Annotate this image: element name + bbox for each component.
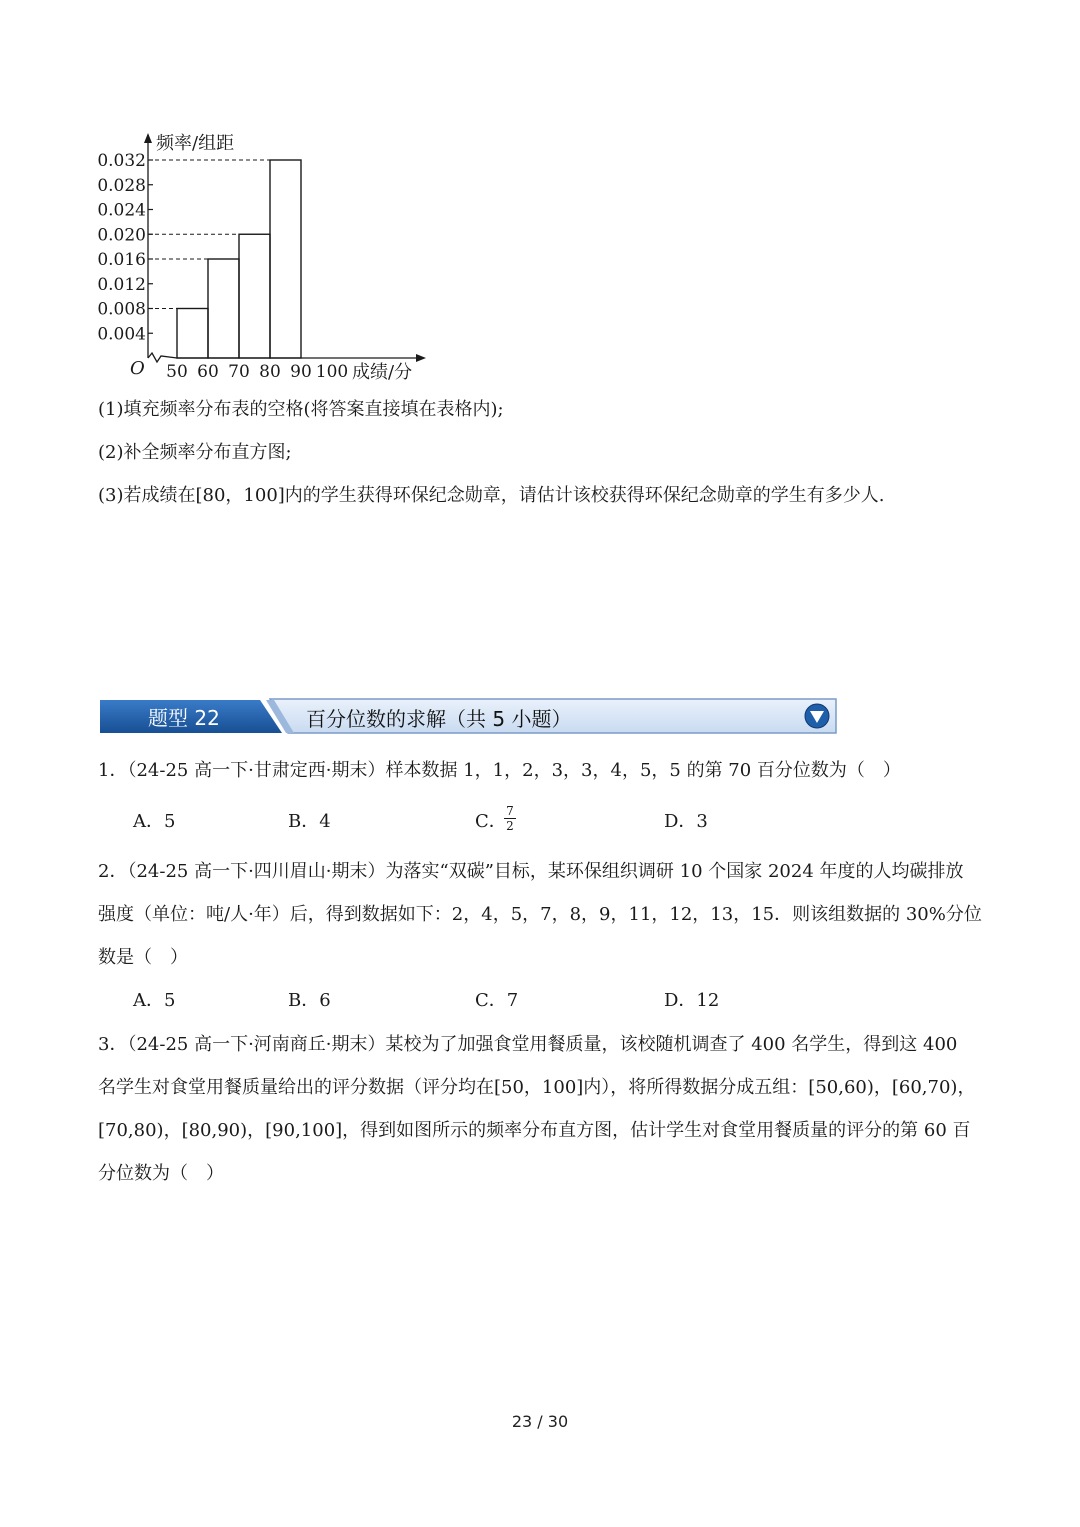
q2-option-c[interactable]: C．7 bbox=[475, 990, 519, 1011]
q1-option-c[interactable] bbox=[475, 810, 507, 834]
x-tick-label: 80 bbox=[259, 362, 281, 382]
q1-option-c-label: C． bbox=[475, 811, 507, 832]
origin-label: O bbox=[130, 358, 145, 379]
x-tick-label: 50 bbox=[166, 362, 188, 382]
q1-option-c-fraction bbox=[504, 805, 516, 832]
question-2-line-2: 强度（单位：吨/人·年）后，得到数据如下：2，4，5，7，8，9，11，12，13，15．则该组数据的 30%分位 bbox=[98, 904, 982, 925]
question-2-line-3: 数是（ ） bbox=[98, 947, 188, 968]
sub-question-3: (3)若成绩在[80，100]内的学生获得环保纪念勋章，请估计该校获得环保纪念勋章的学生有多少人. bbox=[98, 485, 885, 506]
x-tick-label: 90 bbox=[290, 362, 312, 382]
y-axis-arrow bbox=[144, 133, 152, 143]
banner-type-label: 题型 22 bbox=[148, 706, 220, 730]
question-3-line-2: 名学生对食堂用餐质量给出的评分数据（评分均在[50，100]内），将所得数据分成五组：[50,60)，[60,70)， bbox=[98, 1077, 976, 1098]
fraction-numerator: 7 bbox=[506, 804, 514, 818]
x-tick-label: 60 bbox=[197, 362, 219, 382]
question-2-line-1: 2．（24-25 高一下·四川眉山·期末）为落实“双碳”目标，某环保组织调研 10 个国家 2024 年度的人均碳排放 bbox=[98, 861, 964, 882]
y-tick-label: 0.024 bbox=[97, 200, 146, 221]
histogram-bars bbox=[177, 160, 301, 358]
q1-option-d[interactable]: D．3 bbox=[664, 811, 708, 832]
sub-question-1: (1)填充频率分布表的空格(将答案直接填在表格内); bbox=[98, 399, 504, 420]
question-3-line-4: 分位数为（ ） bbox=[98, 1163, 224, 1184]
y-tick-label: 0.028 bbox=[97, 175, 146, 196]
histogram-x-ticks bbox=[166, 362, 348, 382]
y-tick-label: 0.008 bbox=[97, 299, 146, 320]
histogram-axes bbox=[144, 133, 426, 362]
histogram-y-ticks bbox=[97, 151, 153, 344]
question-1: 1．（24-25 高一下·甘肃定西·期末）样本数据 1，1，2，3，3，4，5，5 的第 70 百分位数为（ ） bbox=[98, 760, 901, 781]
x-tick-label: 70 bbox=[228, 362, 250, 382]
histogram-bar bbox=[239, 234, 270, 358]
histogram-bar bbox=[270, 160, 301, 358]
q1-option-a[interactable]: A．5 bbox=[133, 811, 176, 832]
y-tick-label: 0.020 bbox=[97, 225, 146, 246]
histogram-bar bbox=[208, 259, 239, 358]
y-tick-label: 0.016 bbox=[97, 250, 146, 270]
q1-option-b[interactable]: B．4 bbox=[288, 811, 331, 832]
y-tick-label: 0.032 bbox=[97, 151, 146, 171]
y-tick-label: 0.012 bbox=[97, 274, 146, 295]
y-axis-label: 频率/组距 bbox=[156, 133, 235, 154]
fraction-denominator: 2 bbox=[506, 819, 514, 833]
x-axis-arrow bbox=[416, 354, 426, 362]
histogram-bar bbox=[177, 309, 208, 359]
banner-title: 百分位数的求解（共 5 小题） bbox=[306, 707, 572, 731]
q2-option-b[interactable]: B．6 bbox=[288, 990, 331, 1011]
page-number: 23 / 30 bbox=[511, 1412, 569, 1431]
q2-option-d[interactable]: D．12 bbox=[664, 990, 720, 1011]
x-tick-label: 100 bbox=[315, 362, 349, 382]
section-banner bbox=[100, 697, 838, 735]
q2-option-a[interactable]: A．5 bbox=[133, 990, 176, 1011]
chevron-down-icon[interactable] bbox=[803, 703, 831, 729]
x-axis-label: 成绩/分 bbox=[352, 362, 413, 383]
question-3-line-1: 3．（24-25 高一下·河南商丘·期末）某校为了加强食堂用餐质量，该校随机调查了 400 名学生，得到这 400 bbox=[98, 1034, 958, 1055]
sub-question-2: (2)补全频率分布直方图; bbox=[98, 442, 292, 463]
y-tick-label: 0.004 bbox=[97, 324, 146, 345]
frequency-histogram bbox=[90, 125, 440, 390]
question-3-line-3: [70,80)，[80,90)，[90,100]，得到如图所示的频率分布直方图，估计学生对食堂用餐质量的评分的第 60 百 bbox=[98, 1120, 971, 1141]
